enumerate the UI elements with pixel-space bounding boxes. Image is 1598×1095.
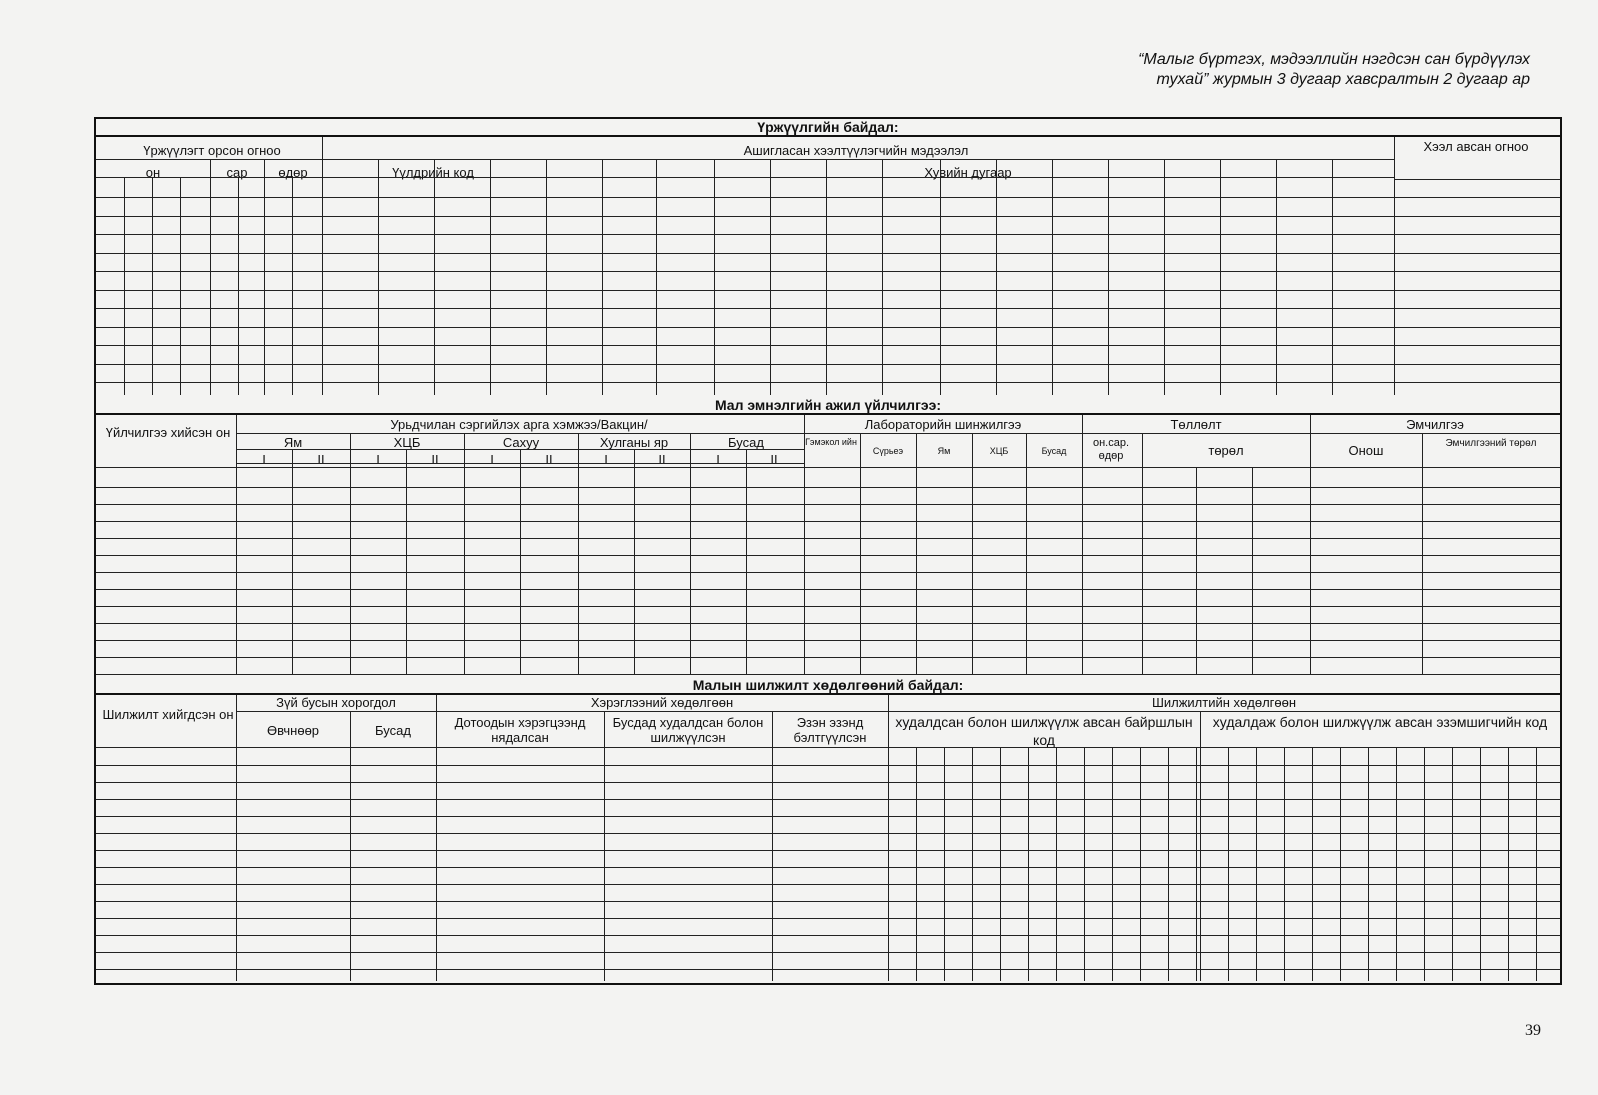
form-row <box>96 674 1560 675</box>
form-row <box>96 216 1560 217</box>
lab-header: Лабораторийн шинжилгээ <box>864 417 1022 432</box>
grid-line <box>916 433 917 675</box>
grid-line <box>1452 747 1453 981</box>
dose-2: II <box>317 452 325 467</box>
header-line-2: тухай” журмын 3 дугаар хавсралтын 2 дугаар ар <box>1156 71 1530 88</box>
vaccine-sahuu: Сахуу <box>502 435 540 450</box>
header-line-1: “Малыг бүртгэх, мэдээллийн нэгдсэн сан бүрдүүлэх <box>1138 51 1530 68</box>
grid-line <box>1026 433 1027 675</box>
grid-line <box>180 177 181 395</box>
dose-1: I <box>262 452 266 467</box>
veterinary-section <box>96 397 1560 675</box>
vaccine-yam: Ям <box>283 435 303 450</box>
sire-info-header: Ашигласан хээлтүүлэгчийн мэдээлэл <box>743 143 969 158</box>
grid-line <box>1112 747 1113 981</box>
lab-item-4: ХЦБ <box>989 446 1009 456</box>
grid-line <box>1312 747 1313 981</box>
personal-number-header: Хувийн дугаар <box>924 165 1012 180</box>
birth-type-header: төрөл <box>1208 443 1244 458</box>
grid-line <box>1424 747 1425 981</box>
year-header: он <box>145 165 161 180</box>
form-row <box>96 606 1560 607</box>
breed-code-header: Үүлдрийн код <box>392 165 474 180</box>
registration-form <box>94 117 1562 985</box>
dose-1: I <box>604 452 608 467</box>
grid-line <box>210 159 211 395</box>
pregnant-date-header: Хээл авсан огноо <box>1423 139 1529 154</box>
grid-line <box>350 433 351 675</box>
grid-line <box>1508 747 1509 981</box>
form-row <box>96 504 1560 505</box>
form-row <box>96 657 1560 658</box>
form-row <box>96 308 1560 309</box>
loss-disease-header: Өвчнөөр <box>266 723 320 738</box>
grid-line <box>322 137 323 395</box>
form-row <box>96 623 1560 624</box>
document-header <box>1138 50 1530 90</box>
lab-item-2: Сүрьеэ <box>872 446 904 456</box>
grid-line <box>1000 747 1001 981</box>
grid-line <box>1052 159 1053 395</box>
use-sold-header: Бусдад худалдсан болон шилжүүлсэн <box>612 715 764 745</box>
grid-line <box>378 159 379 395</box>
grid-line <box>1252 467 1253 675</box>
grid-line <box>292 449 293 675</box>
grid-line <box>1220 159 1221 395</box>
grid-line <box>1368 747 1369 981</box>
birth-date-header: он.сар. өдөр <box>1092 437 1130 462</box>
page-number: 39 <box>1525 1022 1541 1039</box>
grid-line <box>804 415 805 675</box>
service-year-header: Үйлчилгээ хийсэн он <box>105 425 231 440</box>
breeding-section <box>96 119 1560 395</box>
grid-line <box>770 159 771 395</box>
grid-line <box>264 159 265 395</box>
grid-line <box>940 159 941 395</box>
grid-line <box>1082 415 1083 675</box>
breeding-section-title: Үржүүлгийн байдал: <box>96 119 1560 137</box>
grid-line <box>690 433 691 675</box>
grid-line <box>1276 159 1277 395</box>
prevention-header: Урьдчилан сэргийлэх арга хэмжээ/Вакцин/ <box>390 417 648 432</box>
lab-item-5: Бусад <box>1041 446 1067 456</box>
grid-line <box>464 433 465 675</box>
grid-line <box>236 433 1560 434</box>
grid-line <box>746 449 747 675</box>
veterinary-section-title: Мал эмнэлгийн ажил үйлчилгээ: <box>96 397 1560 415</box>
form-row <box>96 538 1560 539</box>
grid-line <box>490 159 491 395</box>
use-internal-header: Дотоодын хэрэгцээнд нядалсан <box>454 715 586 745</box>
grid-line <box>1196 467 1197 675</box>
dose-2: II <box>545 452 553 467</box>
grid-line <box>1084 747 1085 981</box>
grid-line <box>236 711 436 712</box>
grid-line <box>152 177 153 395</box>
form-row <box>96 487 1560 488</box>
diagnosis-header: Онош <box>1348 443 1384 458</box>
grid-line <box>604 711 605 981</box>
grid-line <box>1394 137 1395 395</box>
dose-1: I <box>376 452 380 467</box>
grid-line <box>236 695 237 981</box>
dose-2: II <box>770 452 778 467</box>
grid-line <box>350 711 351 981</box>
dose-2: II <box>658 452 666 467</box>
form-row <box>96 290 1560 291</box>
dose-2: II <box>431 452 439 467</box>
grid-line <box>1340 747 1341 981</box>
grid-line <box>292 177 293 395</box>
grid-line <box>1164 159 1165 395</box>
form-row <box>96 327 1560 328</box>
movement-section-title: Малын шилжилт хөдөлгөөний байдал: <box>96 677 1560 695</box>
grid-line <box>826 159 827 395</box>
grid-line <box>1196 747 1197 981</box>
grid-line <box>1200 711 1201 981</box>
vaccine-other: Бусад <box>728 435 764 450</box>
grid-line <box>1108 159 1109 395</box>
lab-item-1: Гэмэкол ийн <box>805 437 857 447</box>
grid-line <box>1228 747 1229 981</box>
grid-line <box>1332 159 1333 395</box>
grid-line <box>860 433 861 675</box>
grid-line <box>1142 433 1143 675</box>
grid-line <box>602 159 603 395</box>
form-row <box>96 555 1560 556</box>
grid-line <box>436 711 888 712</box>
grid-line <box>1284 747 1285 981</box>
grid-line <box>124 177 125 395</box>
dose-1: I <box>490 452 494 467</box>
grid-line <box>236 415 237 675</box>
grid-line <box>96 467 1560 468</box>
grid-line <box>578 433 579 675</box>
grid-line <box>888 695 889 981</box>
form-row <box>96 572 1560 573</box>
grid-line <box>972 433 973 675</box>
loss-header: Зүй бусын хорогдол <box>276 695 396 710</box>
form-row <box>96 197 1560 198</box>
grid-line <box>1396 747 1397 981</box>
grid-line <box>996 159 997 395</box>
movement-year-header: Шилжилт хийгдсэн он <box>102 707 234 722</box>
form-row <box>96 364 1560 365</box>
grid-line <box>1056 747 1057 981</box>
grid-line <box>972 747 973 981</box>
dose-1: I <box>716 452 720 467</box>
grid-line <box>656 159 657 395</box>
vaccine-hcb: ХЦБ <box>393 435 421 450</box>
form-row <box>96 234 1560 235</box>
grid-line <box>634 449 635 675</box>
grid-line <box>888 711 1560 712</box>
form-row <box>96 521 1560 522</box>
form-row <box>96 345 1560 346</box>
grid-line <box>882 159 883 395</box>
grid-line <box>96 159 322 160</box>
form-row <box>96 640 1560 641</box>
form-row <box>96 589 1560 590</box>
grid-line <box>1028 747 1029 981</box>
grid-line <box>714 159 715 395</box>
day-header: өдөр <box>278 165 308 180</box>
form-row <box>96 253 1560 254</box>
move-owner-header: худалдаж болон шилжүүлж авсан эзэмшигчийн код <box>1212 714 1548 730</box>
grid-line <box>916 747 917 981</box>
grid-line <box>546 159 547 395</box>
grid-line <box>1168 747 1169 981</box>
grid-line <box>1310 415 1311 675</box>
breeding-date-header: Үржүүлэгт орсон огноо <box>143 143 281 158</box>
grid-line <box>1394 179 1560 180</box>
grid-line <box>1536 747 1537 981</box>
grid-line <box>1140 747 1141 981</box>
use-header: Хэрэглээний хөдөлгөөн <box>590 695 734 710</box>
treatment-type-header: Эмчилгээний төрөл <box>1445 438 1537 449</box>
vaccine-hulgana: Хулганы яр <box>599 435 669 450</box>
grid-line <box>1256 747 1257 981</box>
form-row <box>96 271 1560 272</box>
month-header: сар <box>226 165 248 180</box>
lab-item-3: Ям <box>937 446 951 456</box>
grid-line <box>1480 747 1481 981</box>
birth-header: Төллөлт <box>1170 417 1222 432</box>
grid-line <box>406 449 407 675</box>
grid-line <box>944 747 945 981</box>
use-returned-header: Эзэн эзэнд бэлтгүүлсэн <box>793 715 867 745</box>
treatment-header: Эмчилгээ <box>1406 417 1464 432</box>
grid-line <box>1422 433 1423 675</box>
grid-line <box>772 711 773 981</box>
grid-line <box>322 159 1394 160</box>
grid-line <box>96 177 1394 178</box>
move-header: Шилжилтийн хөдөлгөөн <box>1151 695 1297 710</box>
loss-other-header: Бусад <box>375 723 411 738</box>
grid-line <box>436 695 437 981</box>
grid-line <box>434 159 435 395</box>
form-row <box>96 382 1560 383</box>
grid-line <box>520 449 521 675</box>
grid-line <box>238 177 239 395</box>
move-location-header: худалдсан болон шилжүүлж авсан байршлын код <box>895 714 1193 748</box>
